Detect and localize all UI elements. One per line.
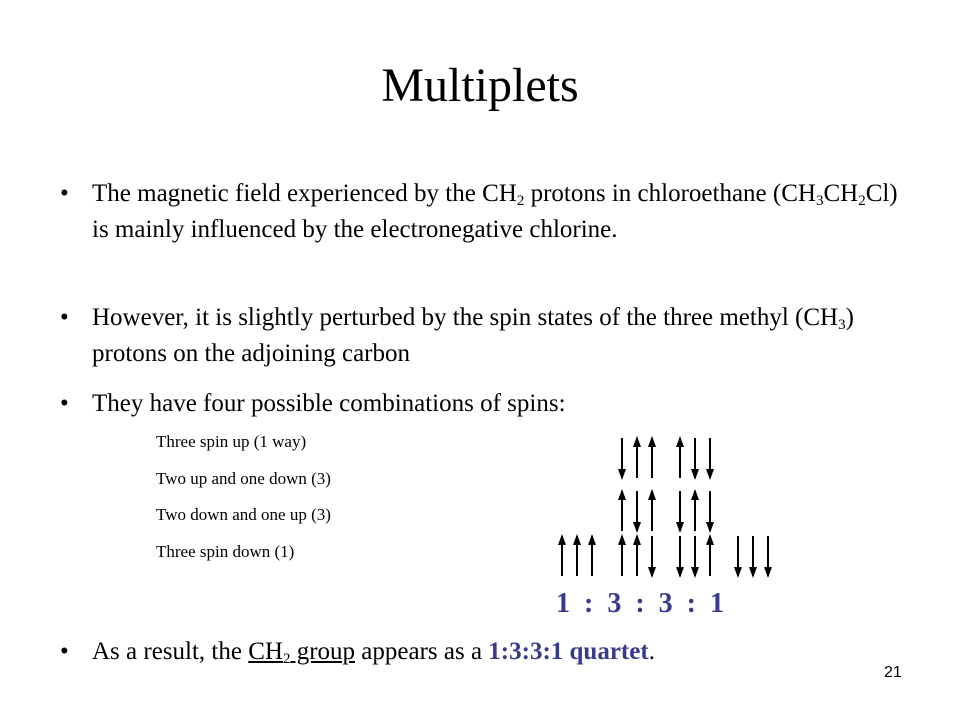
- spin-up-arrow-icon: [691, 489, 699, 531]
- bullet-marker: •: [60, 390, 69, 417]
- bullet-quartet: [60, 634, 900, 670]
- quartet-highlight: 1:3:3:1 quartet: [488, 638, 649, 665]
- bullet-text: The magnetic field experienced by the $CH_2$ protons in chloroethane $(CH_3CH_2Cl)$ is mainly influenced by the electronegative chlorine.: [92, 180, 898, 243]
- spin-down-arrow-icon: [633, 491, 641, 533]
- spin-down-arrow-icon: [648, 536, 656, 578]
- spin-up-arrow-icon: [633, 436, 641, 478]
- combo-label-two-down-one-up: Two down and one up (3): [156, 505, 331, 524]
- combo-label-three-up: Three spin up (1 way): [156, 432, 307, 451]
- spin-down-arrow-icon: [734, 536, 742, 578]
- page-number: 21: [884, 664, 902, 681]
- spin-down-arrow-icon: [749, 536, 757, 578]
- spin-down-arrow-icon: [706, 491, 714, 533]
- bullet-marker: •: [60, 304, 69, 331]
- spin-up-arrow-icon: [648, 436, 656, 478]
- spin-up-arrow-icon: [618, 534, 626, 576]
- bullet-marker: •: [60, 638, 69, 665]
- bullet-text: They have four possible combinations of spins:: [92, 390, 566, 417]
- spin-up-arrow-icon: [573, 534, 581, 576]
- spin-up-arrow-icon: [588, 534, 596, 576]
- spin-down-arrow-icon: [764, 536, 772, 578]
- spin-up-arrow-icon: [618, 489, 626, 531]
- bullet-text: As a result, the $CH_2$ group appears as a 1:3:3:1 quartet.: [92, 638, 655, 667]
- spin-up-arrow-icon: [648, 489, 656, 531]
- spin-down-arrow-icon: [706, 438, 714, 480]
- spin-down-arrow-icon: [676, 536, 684, 578]
- intensity-ratio: 1 : 3 : 3 : 1: [556, 588, 724, 619]
- spin-down-arrow-icon: [676, 491, 684, 533]
- bullet-text: However, it is slightly perturbed by the spin states of the three methyl $(CH_3)$ protons on the adjoining carbon: [92, 304, 854, 367]
- spin-down-arrow-icon: [691, 438, 699, 480]
- spin-up-arrow-icon: [558, 534, 566, 576]
- combo-label-two-up-one-down: Two up and one down (3): [156, 469, 331, 488]
- combo-label-three-down: Three spin down (1): [156, 542, 295, 561]
- spin-up-arrow-icon: [676, 436, 684, 478]
- slide-title: Multiplets: [381, 59, 579, 112]
- bullet-marker: •: [60, 180, 69, 207]
- spin-up-arrow-icon: [633, 534, 641, 576]
- spin-up-arrow-icon: [706, 534, 714, 576]
- spin-down-arrow-icon: [618, 438, 626, 480]
- ch2-group-underlined: $CH_2$ group: [248, 638, 356, 667]
- spin-down-arrow-icon: [691, 536, 699, 578]
